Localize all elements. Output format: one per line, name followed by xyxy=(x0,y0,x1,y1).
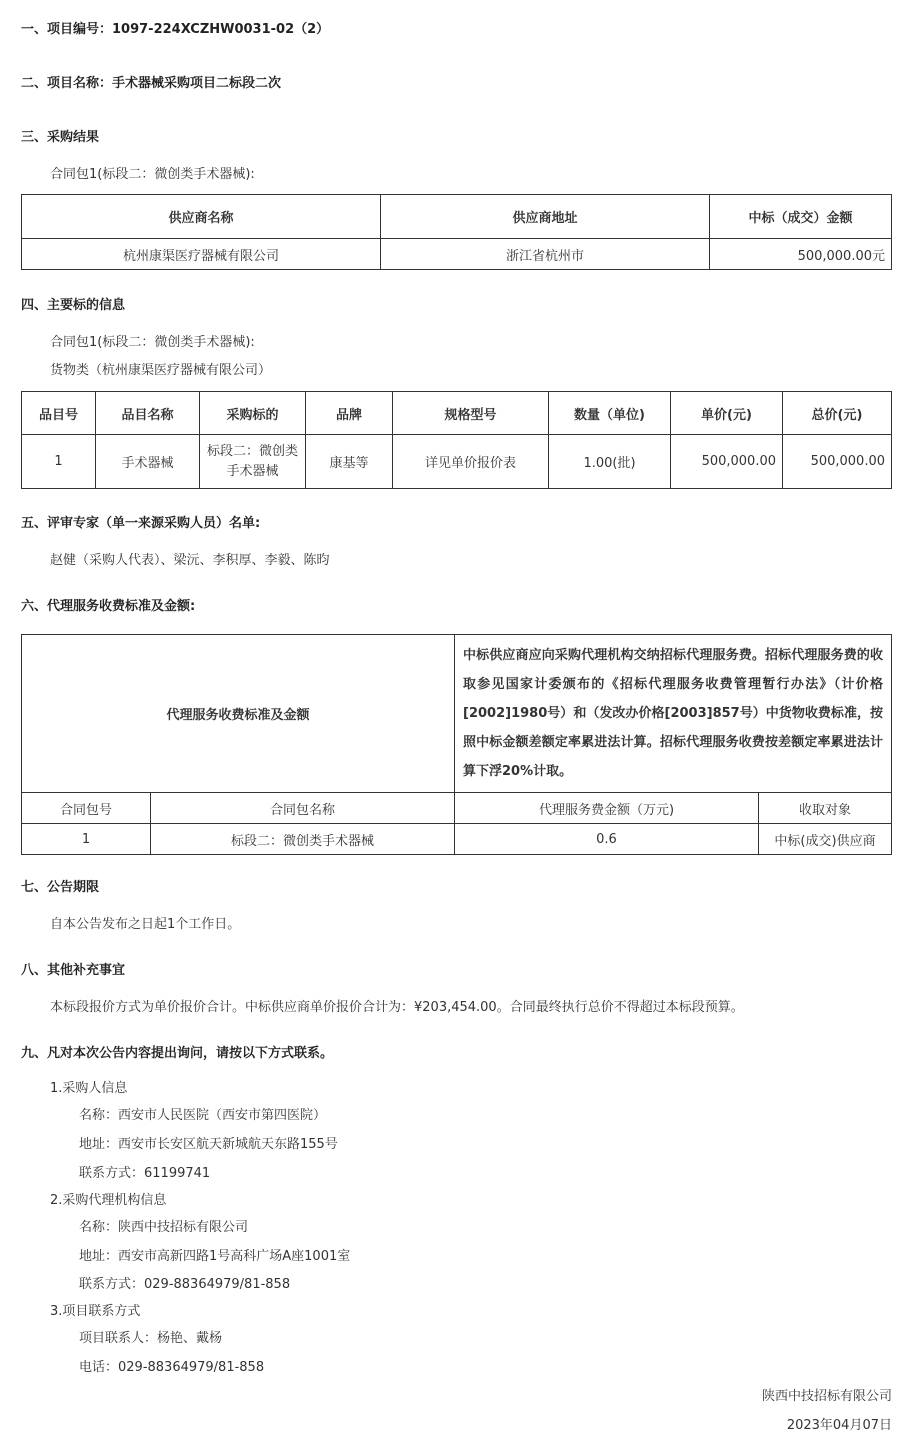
cell-item-no: 1 xyxy=(22,435,96,489)
table-row xyxy=(22,239,892,270)
header-fee-amount: 代理服务费金额（万元) xyxy=(455,793,759,824)
section-project-number: 一、项目编号：1097-224XCZHW0031-02（2） xyxy=(21,22,330,37)
fee-header-row xyxy=(22,793,892,824)
cell-unit-price: 500,000.00 xyxy=(671,435,783,489)
cell-fee-amount: 0.6 xyxy=(455,824,759,855)
header-spec: 规格型号 xyxy=(393,392,549,435)
result-table xyxy=(21,194,892,270)
header-package-no: 合同包号 xyxy=(22,793,151,824)
table-row xyxy=(22,824,892,855)
cell-quantity: 1.00(批) xyxy=(549,435,671,489)
supplement-text: 本标段报价方式为单价报价合计。中标供应商单价报价合计为：¥203,454.00。合同最终执行总价不得超过本标段预算。 xyxy=(50,1000,744,1015)
cell-package-name: 标段二：微创类手术器械 xyxy=(151,824,455,855)
cell-spec: 详见单价报价表 xyxy=(393,435,549,489)
signature-date: 2023年04月07日 xyxy=(786,1418,892,1433)
header-fee-payer: 收取对象 xyxy=(759,793,892,824)
header-item-name: 品目名称 xyxy=(96,392,200,435)
header-target: 采购标的 xyxy=(200,392,306,435)
items-table xyxy=(21,391,892,489)
cell-package-no: 1 xyxy=(22,824,151,855)
header-brand: 品牌 xyxy=(306,392,393,435)
header-total-price: 总价(元) xyxy=(783,392,892,435)
buyer-phone: 联系方式：61199741 xyxy=(79,1166,211,1181)
section-period-heading: 七、公告期限 xyxy=(21,880,100,895)
agency-info-title: 2.采购代理机构信息 xyxy=(50,1193,167,1208)
header-award-amount: 中标（成交）金额 xyxy=(710,195,892,239)
project-contact-person: 项目联系人：杨艳、戴杨 xyxy=(79,1331,223,1346)
header-unit-price: 单价(元) xyxy=(671,392,783,435)
cell-fee-payer: 中标(成交)供应商 xyxy=(759,824,892,855)
header-quantity: 数量（单位) xyxy=(549,392,671,435)
section-supplement-heading: 八、其他补充事宜 xyxy=(21,963,126,978)
header-item-no: 品目号 xyxy=(22,392,96,435)
section-experts-heading: 五、评审专家（单一来源采购人员）名单: xyxy=(21,516,261,531)
project-contact-title: 3.项目联系方式 xyxy=(50,1304,141,1319)
cell-target: 标段二：微创类手术器械 xyxy=(200,435,306,489)
header-supplier-address: 供应商地址 xyxy=(381,195,710,239)
buyer-address: 地址：西安市长安区航天新城航天东路155号 xyxy=(79,1137,338,1152)
project-contact-phone: 电话：029-88364979/81-858 xyxy=(79,1360,265,1375)
fee-label: 代理服务收费标准及金额 xyxy=(22,635,455,793)
section-contact-heading: 九、凡对本次公告内容提出询问，请按以下方式联系。 xyxy=(21,1046,334,1061)
cell-brand: 康基等 xyxy=(306,435,393,489)
experts-list: 赵健（采购人代表）、梁沅、李积厚、李毅、陈昀 xyxy=(50,553,330,568)
buyer-info-title: 1.采购人信息 xyxy=(50,1081,128,1096)
table-row xyxy=(22,435,892,489)
agency-phone: 联系方式：029-88364979/81-858 xyxy=(79,1277,291,1292)
section-fee-heading: 六、代理服务收费标准及金额: xyxy=(21,599,196,614)
cell-total-price: 500,000.00 xyxy=(783,435,892,489)
items-category-label: 货物类（杭州康渠医疗器械有限公司） xyxy=(50,363,272,378)
items-package-label: 合同包1(标段二：微创类手术器械): xyxy=(50,335,255,350)
header-supplier-name: 供应商名称 xyxy=(22,195,381,239)
agency-name: 名称：陕西中技招标有限公司 xyxy=(79,1220,249,1235)
cell-item-name: 手术器械 xyxy=(96,435,200,489)
signature-company: 陕西中技招标有限公司 xyxy=(761,1389,892,1404)
period-text: 自本公告发布之日起1个工作日。 xyxy=(50,917,241,932)
fee-table xyxy=(21,634,892,855)
section-items-heading: 四、主要标的信息 xyxy=(21,298,126,313)
result-package-label: 合同包1(标段二：微创类手术器械): xyxy=(50,167,255,182)
cell-supplier-name: 杭州康渠医疗器械有限公司 xyxy=(22,239,381,270)
cell-supplier-address: 浙江省杭州市 xyxy=(381,239,710,270)
fee-description: 中标供应商应向采购代理机构交纳招标代理服务费。招标代理服务费的收取参见国家计委颁布的《招标代理服务收费管理暂行办法》（计价格[2002]1980号）和（发改办价格[2003]857号）中货物收费标准，按照中标金额差额定率累进法计算。招标代理服务收费按差额定率累进法计算下浮20%计取。 xyxy=(455,635,892,793)
agency-address: 地址：西安市高新四路1号高科广场A座1001室 xyxy=(79,1249,351,1264)
fee-standard-row xyxy=(22,635,892,793)
result-header-row xyxy=(22,195,892,239)
section-project-name: 二、项目名称：手术器械采购项目二标段二次 xyxy=(21,76,282,91)
header-package-name: 合同包名称 xyxy=(151,793,455,824)
items-header-row xyxy=(22,392,892,435)
section-result-heading: 三、采购结果 xyxy=(21,130,100,145)
buyer-name: 名称：西安市人民医院（西安市第四医院） xyxy=(79,1108,327,1123)
cell-award-amount: 500,000.00元 xyxy=(710,239,892,270)
